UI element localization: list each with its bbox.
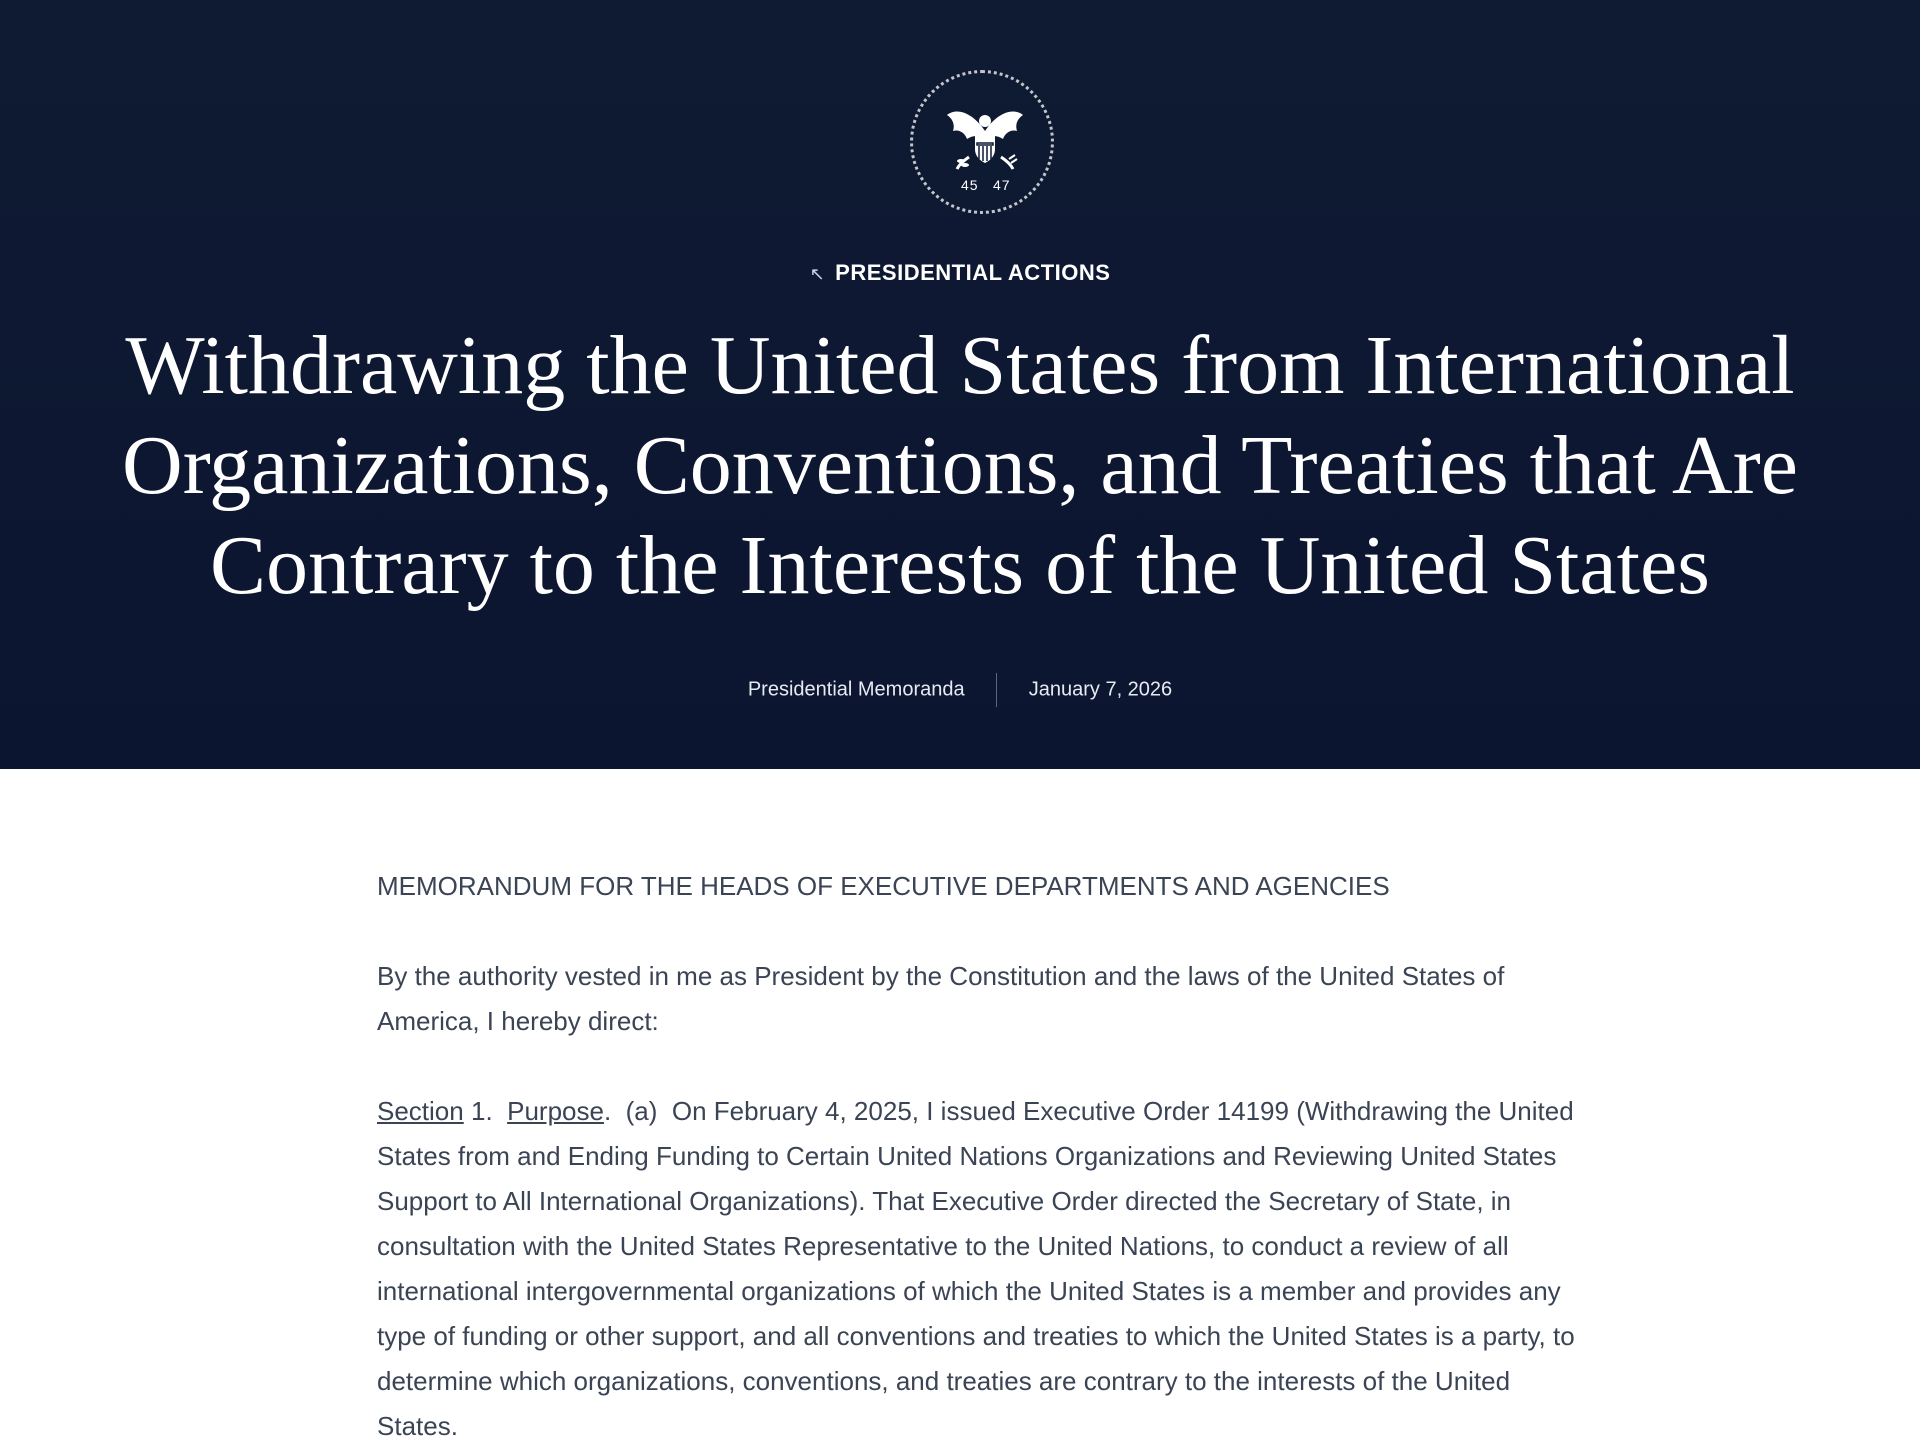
publish-date: January 7, 2026	[1028, 678, 1173, 701]
seal-number-45: 45	[961, 177, 979, 193]
meta-divider	[996, 673, 997, 707]
breadcrumb-presidential-actions[interactable]: PRESIDENTIAL ACTIONS	[835, 260, 1111, 285]
category-link[interactable]: Presidential Memoranda	[747, 678, 965, 701]
section-title: Purpose	[507, 1096, 604, 1126]
eagle-seal-icon	[913, 73, 1057, 217]
section-number: 1	[470, 1096, 486, 1126]
seal-number-47: 47	[993, 177, 1011, 193]
section-1-paragraph: Section 1. Purpose. (a) On February 4, 2025, I issued Executive Order 14199 (Withdrawing the United States from and Ending Funding to Certain United Nations Organizations and Reviewing United States Support to All International Organizations). That Executive Order directed the Secretary of State, in consultation with the United States Representative to the United Nations, to conduct a review of all international intergovernmental organizations of which the United States is a member and provides any type of funding or other support, and all conventions and treaties to which the United States is a party, to determine which organizations, conventions, and treaties are contrary to the interests of the United States.	[377, 1096, 1575, 1441]
intro-paragraph: By the authority vested in me as President by the Constitution and the laws of the United States of America, I hereby direct:	[377, 961, 1505, 1036]
presidential-seal-logo[interactable]	[910, 70, 1054, 214]
article-body	[377, 864, 1597, 1449]
breadcrumb[interactable]	[0, 260, 1920, 286]
subsection-marker: (a)	[625, 1096, 658, 1126]
page-title: Withdrawing the United States from International Organizations, Conventions, and Treaties that Are Contrary to the Interests of the United States	[122, 319, 1798, 612]
section-text: On February 4, 2025, I issued Executive Order 14199 (Withdrawing the United States from and Ending Funding to Certain United Nations Organizations and Reviewing United States Support to All International Organizations). That Executive Order directed the Secretary of State, in consultation with the United States Representative to the United Nations, to conduct a review of all international intergovernmental organizations of which the United States is a member and provides any type of funding or other support, and all conventions and treaties to which the United States is a party, to determine which organizations, conventions, and treaties are contrary to the interests of the United States.	[377, 1096, 1575, 1441]
arrow-up-left-icon: ↖	[809, 264, 826, 284]
post-meta	[0, 673, 1920, 707]
section-label: Section	[377, 1096, 464, 1126]
memo-heading: MEMORANDUM FOR THE HEADS OF EXECUTIVE DEPARTMENTS AND AGENCIES	[377, 871, 1390, 901]
